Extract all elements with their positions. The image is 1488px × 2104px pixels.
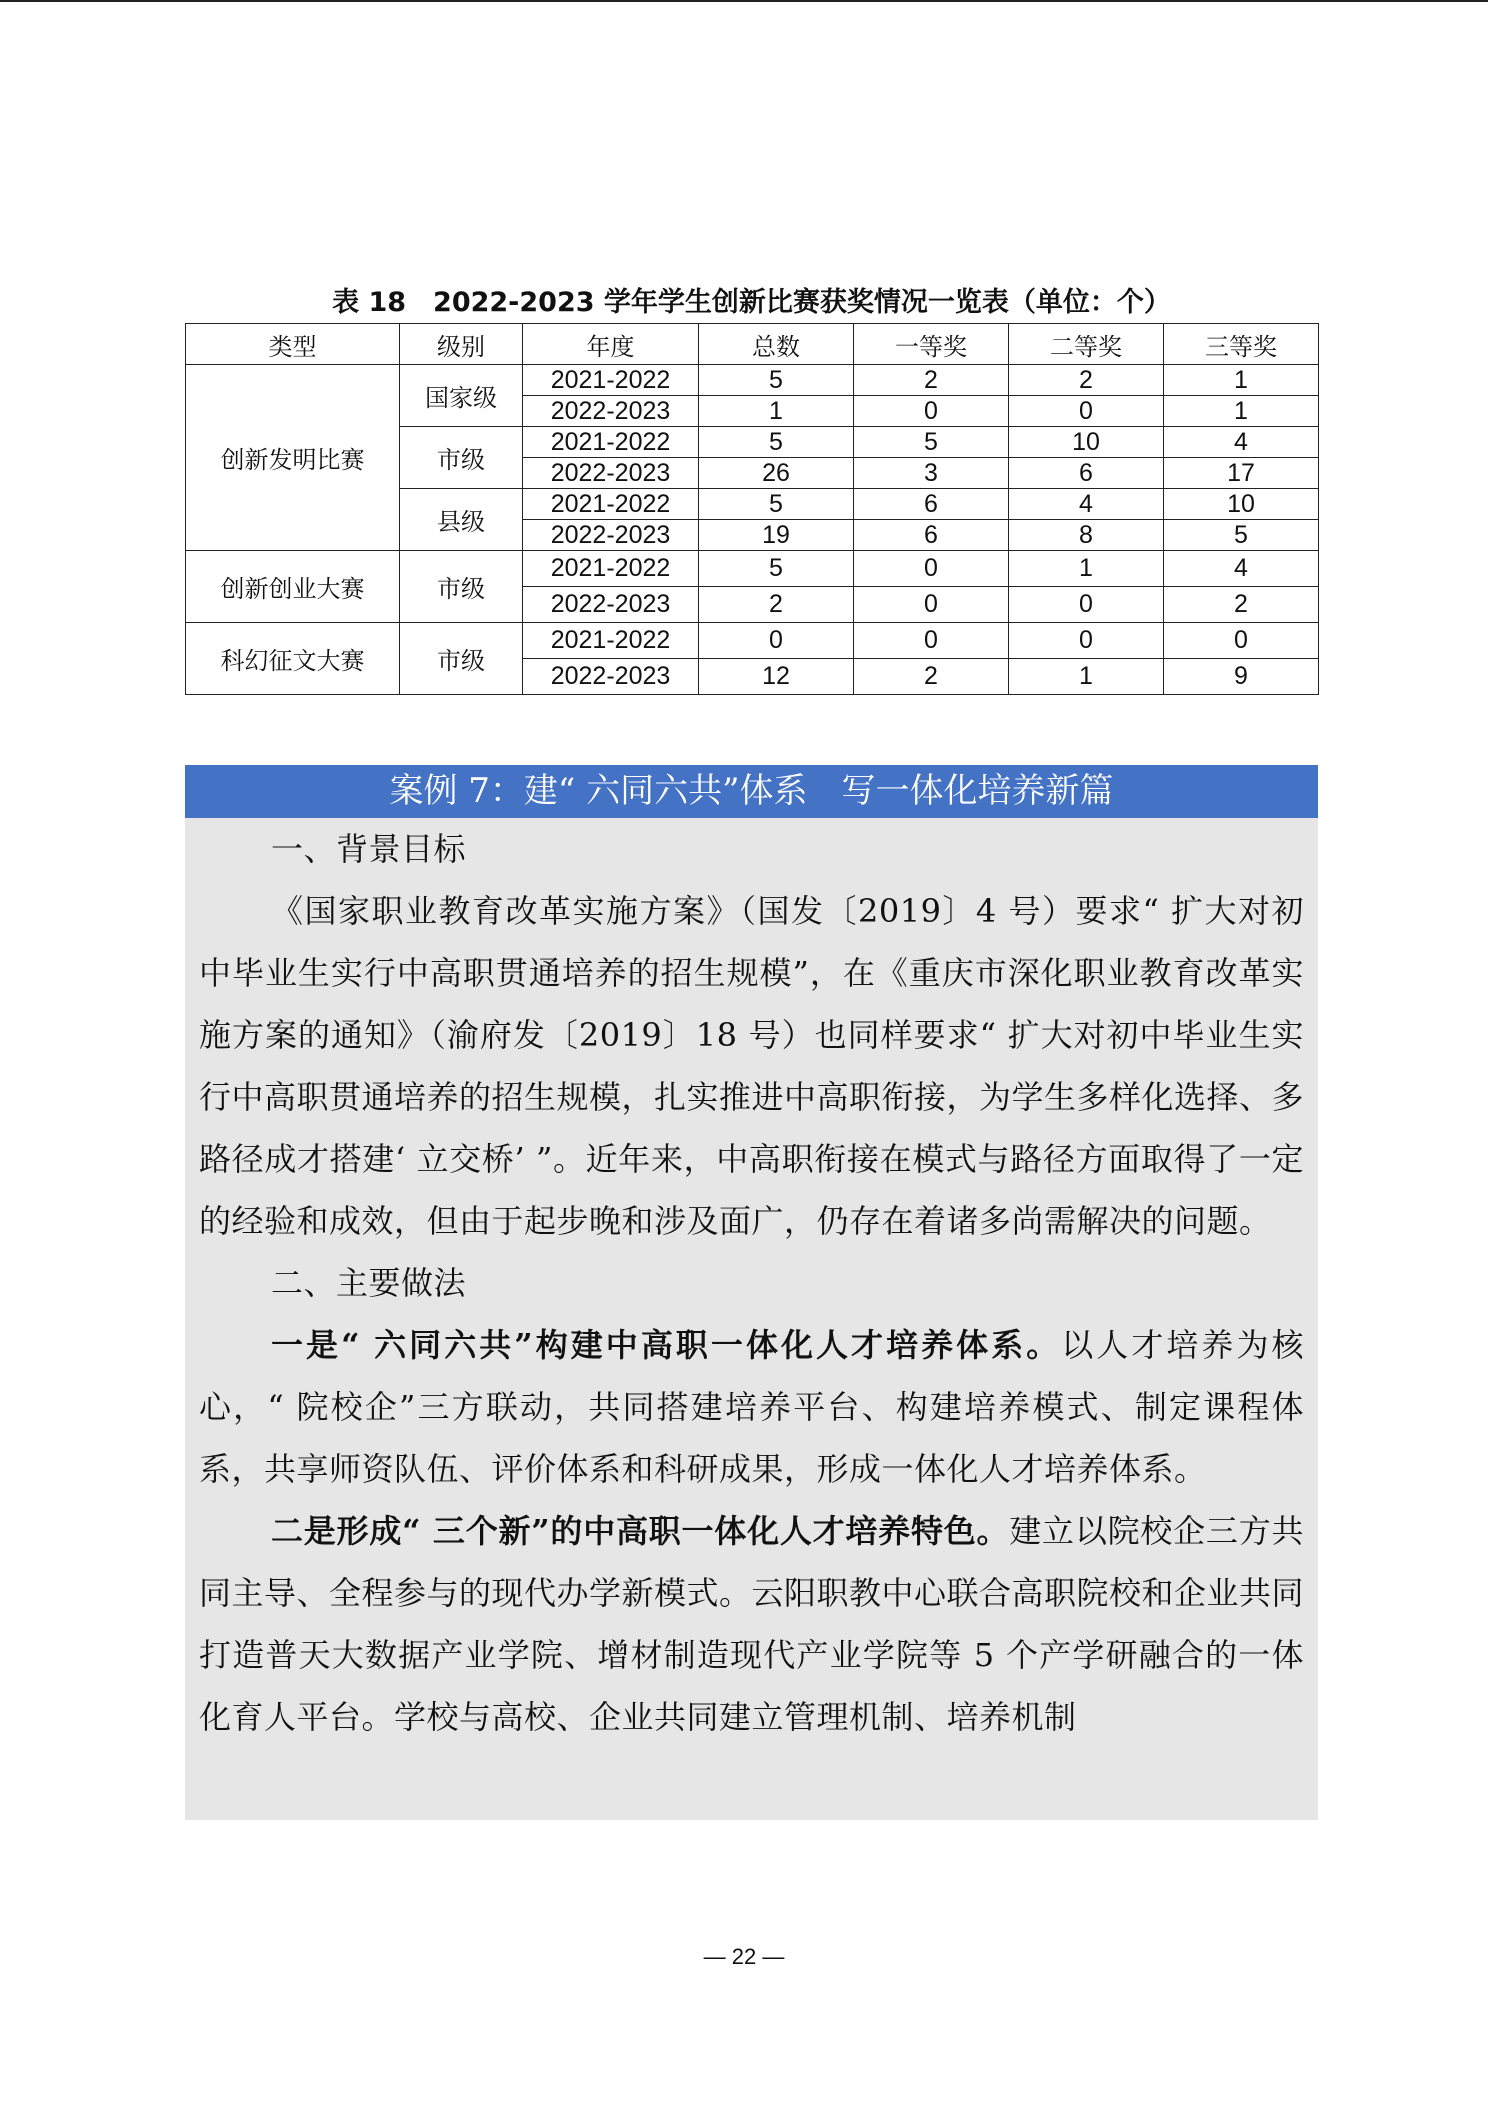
table-title: 表 18 2022-2023 学年学生创新比赛获奖情况一览表（单位：个）	[332, 287, 1171, 318]
header-year: 年度	[523, 324, 699, 365]
total-cell: 5	[699, 427, 854, 458]
year-cell: 2022-2023	[523, 458, 699, 489]
type-cell: 科幻征文大赛	[186, 623, 400, 695]
first-prize-cell: 5	[854, 427, 1009, 458]
total-cell: 26	[699, 458, 854, 489]
type-cell: 创新创业大赛	[186, 551, 400, 623]
table-row	[186, 365, 1319, 396]
second-prize-cell: 0	[1009, 587, 1164, 623]
table-header-row	[186, 324, 1319, 365]
second-prize-cell: 0	[1009, 623, 1164, 659]
case-study-box	[185, 765, 1318, 1820]
point-two-lead: 二是形成“ 三个新”的中高职一体化人才培养特色。	[271, 1512, 1010, 1550]
third-prize-cell: 9	[1164, 659, 1319, 695]
type-cell: 创新发明比赛	[186, 365, 400, 551]
second-prize-cell: 1	[1009, 551, 1164, 587]
year-cell: 2021-2022	[523, 551, 699, 587]
total-cell: 5	[699, 489, 854, 520]
case-body	[185, 818, 1318, 1748]
total-cell: 19	[699, 520, 854, 551]
paragraph-point-two	[199, 1500, 1304, 1748]
total-cell: 2	[699, 587, 854, 623]
section-heading-practices: 二、主要做法	[271, 1264, 467, 1302]
third-prize-cell: 2	[1164, 587, 1319, 623]
level-cell: 国家级	[400, 365, 523, 427]
third-prize-cell: 1	[1164, 396, 1319, 427]
first-prize-cell: 0	[854, 396, 1009, 427]
awards-table	[185, 323, 1319, 695]
second-prize-cell: 10	[1009, 427, 1164, 458]
third-prize-cell: 17	[1164, 458, 1319, 489]
second-prize-cell: 2	[1009, 365, 1164, 396]
total-cell: 5	[699, 365, 854, 396]
second-prize-cell: 0	[1009, 396, 1164, 427]
section-heading-background: 一、背景目标	[271, 830, 467, 868]
year-cell: 2022-2023	[523, 520, 699, 551]
paragraph-background: 《国家职业教育改革实施方案》（国发〔2019〕4 号）要求“ 扩大对初中毕业生实行中高职贯通培养的招生规模”，在《重庆市深化职业教育改革实施方案的通知》（渝府发〔2019〕18 号）也同样要求“ 扩大对初中毕业生实行中高职贯通培养的招生规模，扎实推进中高职衔接，为学生多样化选择、多路径成才搭建‘ 立交桥’ ”。近年来，中高职衔接在模式与路径方面取得了一定的经验和成效，但由于起步晚和涉及面广，仍存在着诸多尚需解决的问题。	[199, 892, 1305, 1240]
first-prize-cell: 3	[854, 458, 1009, 489]
first-prize-cell: 0	[854, 551, 1009, 587]
year-cell: 2021-2022	[523, 365, 699, 396]
year-cell: 2021-2022	[523, 489, 699, 520]
second-prize-cell: 1	[1009, 659, 1164, 695]
paragraph-point-one	[199, 1314, 1304, 1500]
year-cell: 2021-2022	[523, 427, 699, 458]
top-border-line	[0, 0, 1488, 2]
header-type: 类型	[186, 324, 400, 365]
first-prize-cell: 0	[854, 587, 1009, 623]
header-first-prize: 一等奖	[854, 324, 1009, 365]
year-cell: 2022-2023	[523, 659, 699, 695]
total-cell: 0	[699, 623, 854, 659]
case-title: 案例 7：建“ 六同六共”体系 写一体化培养新篇	[185, 765, 1318, 818]
third-prize-cell: 5	[1164, 520, 1319, 551]
table-row	[186, 551, 1319, 587]
year-cell: 2021-2022	[523, 623, 699, 659]
first-prize-cell: 2	[854, 659, 1009, 695]
total-cell: 1	[699, 396, 854, 427]
header-total: 总数	[699, 324, 854, 365]
point-one-text: 以人才培养为核心，“ 院校企”三方联动，共同搭建培养平台、构建培养模式、制定课程体系，共享师资队伍、评价体系和科研成果，形成一体化人才培养体系。	[199, 1326, 1304, 1488]
level-cell: 市级	[400, 427, 523, 489]
point-one-lead: 一是“ 六同六共”构建中高职一体化人才培养体系。	[271, 1326, 1062, 1364]
first-prize-cell: 6	[854, 489, 1009, 520]
year-cell: 2022-2023	[523, 396, 699, 427]
third-prize-cell: 4	[1164, 427, 1319, 458]
third-prize-cell: 10	[1164, 489, 1319, 520]
third-prize-cell: 4	[1164, 551, 1319, 587]
level-cell: 市级	[400, 551, 523, 623]
year-cell: 2022-2023	[523, 587, 699, 623]
total-cell: 12	[699, 659, 854, 695]
third-prize-cell: 1	[1164, 365, 1319, 396]
total-cell: 5	[699, 551, 854, 587]
header-third-prize: 三等奖	[1164, 324, 1319, 365]
level-cell: 市级	[400, 623, 523, 695]
page-number: — 22 —	[703, 1944, 785, 1969]
point-two-text: 建立以院校企三方共同主导、全程参与的现代办学新模式。云阳职教中心联合高职院校和企业共同打造普天大数据产业学院、增材制造现代产业学院等 5 个产学研融合的一体化育人平台。学校与高校、企业共同建立管理机制、培养机制	[199, 1512, 1305, 1736]
first-prize-cell: 2	[854, 365, 1009, 396]
first-prize-cell: 0	[854, 623, 1009, 659]
header-second-prize: 二等奖	[1009, 324, 1164, 365]
table-row	[186, 623, 1319, 659]
second-prize-cell: 6	[1009, 458, 1164, 489]
level-cell: 县级	[400, 489, 523, 551]
second-prize-cell: 8	[1009, 520, 1164, 551]
third-prize-cell: 0	[1164, 623, 1319, 659]
header-level: 级别	[400, 324, 523, 365]
second-prize-cell: 4	[1009, 489, 1164, 520]
first-prize-cell: 6	[854, 520, 1009, 551]
